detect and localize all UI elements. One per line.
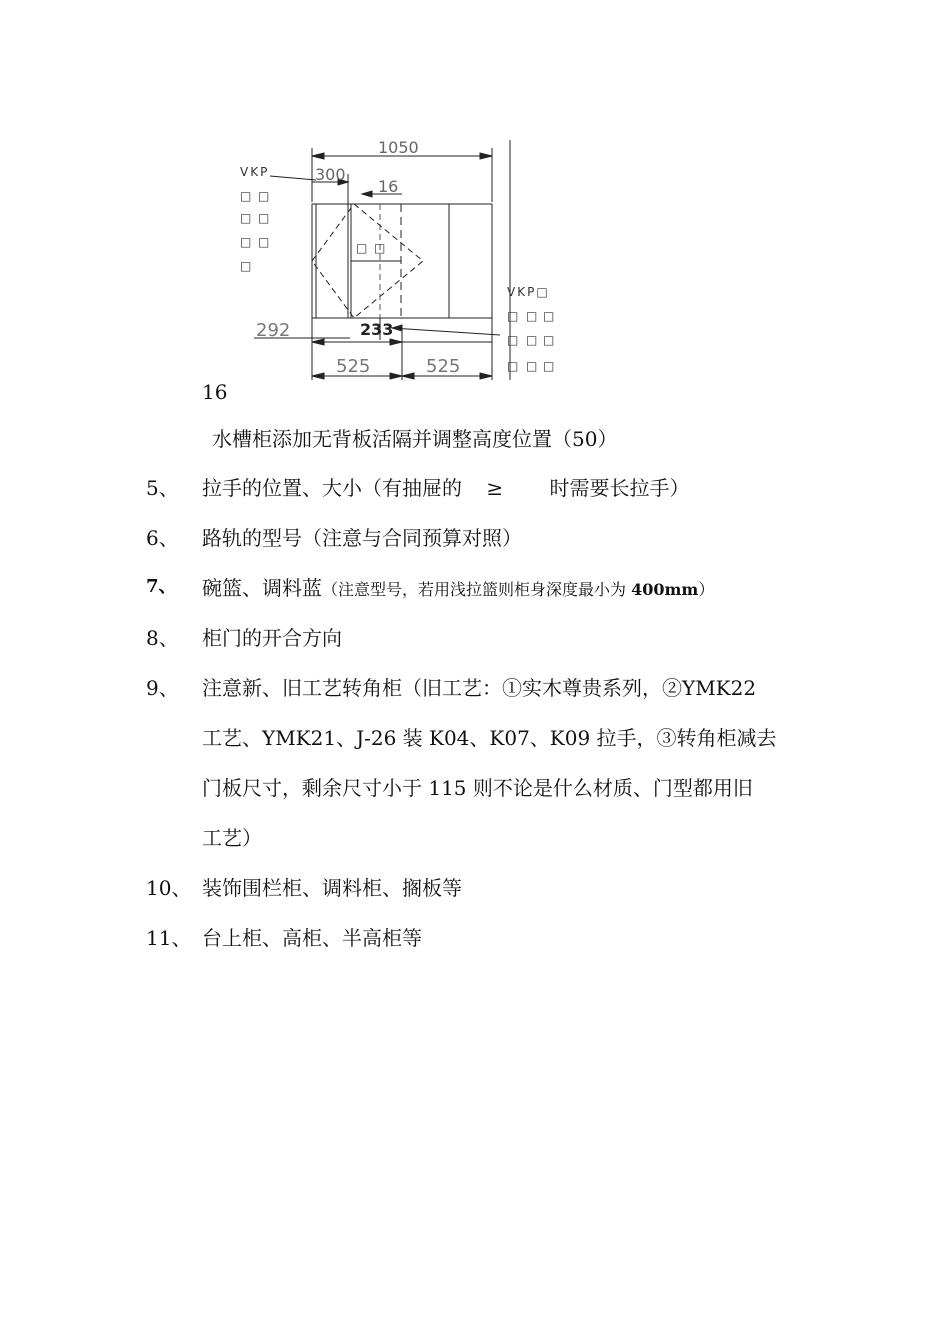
box-glyph: □ bbox=[543, 309, 555, 323]
vkp-label-left: VKP bbox=[240, 165, 270, 179]
list-item-5 bbox=[202, 472, 689, 501]
list-number-11: 11、 bbox=[146, 926, 192, 950]
list-number-9: 9、 bbox=[146, 676, 179, 700]
box-glyph: □ bbox=[258, 189, 270, 203]
list-item-8: 柜门的开合方向 bbox=[202, 626, 342, 650]
list-number-8: 8、 bbox=[146, 626, 179, 650]
box-glyph: □ bbox=[258, 235, 270, 249]
box-glyph: □ bbox=[526, 333, 538, 347]
list-item-sink-cabinet: 水槽柜添加无背板活隔并调整高度位置（50） bbox=[212, 427, 618, 451]
list-item-5-text-b: 时需要长拉手） bbox=[549, 476, 690, 500]
box-glyph: □ bbox=[240, 189, 252, 203]
box-glyph: □ bbox=[543, 359, 555, 373]
list-item-10: 装饰围栏柜、调料柜、搁板等 bbox=[202, 876, 462, 900]
list-item-7-note-b: ） bbox=[698, 580, 715, 599]
box-glyph: □ bbox=[258, 211, 270, 225]
list-number-10: 10、 bbox=[146, 876, 192, 900]
list-item-9-line-2: 工艺、YMK21、J-26 装 K04、K07、K09 拉手，③转角柜减去 bbox=[202, 726, 777, 750]
box-glyph: □ bbox=[507, 359, 519, 373]
dim-292: 292 bbox=[256, 320, 291, 341]
list-item-5-symbol: ≥ bbox=[486, 476, 504, 500]
box-glyph: □ bbox=[543, 333, 555, 347]
cabinet-drawing bbox=[230, 130, 570, 390]
list-item-7-note-bold: 400mm bbox=[631, 580, 699, 599]
dim-1050: 1050 bbox=[378, 138, 419, 157]
dim-525-left: 525 bbox=[336, 356, 371, 377]
box-glyph: □ bbox=[240, 211, 252, 225]
box-glyph: □ bbox=[356, 241, 368, 255]
box-glyph: □ bbox=[526, 309, 538, 323]
vkp-label-right: VKP□ bbox=[507, 285, 550, 299]
list-number-6: 6、 bbox=[146, 526, 179, 550]
box-glyph: □ bbox=[507, 309, 519, 323]
drawing-caption-16: 16 bbox=[202, 380, 228, 404]
box-glyph: □ bbox=[526, 359, 538, 373]
list-number-7: 7、 bbox=[146, 576, 177, 597]
dim-525-right: 525 bbox=[426, 356, 461, 377]
dim-300: 300 bbox=[315, 165, 346, 184]
box-glyph: □ bbox=[240, 235, 252, 249]
list-item-11: 台上柜、高柜、半高柜等 bbox=[202, 926, 422, 950]
list-item-7 bbox=[202, 572, 714, 601]
box-glyph: □ bbox=[374, 241, 386, 255]
list-number-5: 5、 bbox=[146, 476, 179, 500]
dim-233: 233 bbox=[360, 320, 394, 339]
list-item-7-text: 碗篮、调料蓝 bbox=[202, 576, 322, 600]
dim-16: 16 bbox=[378, 177, 399, 196]
list-item-6: 路轨的型号（注意与合同预算对照） bbox=[202, 526, 522, 550]
list-item-7-note-a: （注意型号，若用浅拉篮则柜身深度最小为 bbox=[322, 580, 632, 599]
list-item-9-line-4: 工艺） bbox=[202, 826, 262, 850]
box-glyph: □ bbox=[240, 259, 252, 273]
list-item-9-line-3: 门板尺寸，剩余尺寸小于 115 则不论是什么材质、门型都用旧 bbox=[202, 776, 753, 800]
box-glyph: □ bbox=[507, 333, 519, 347]
list-item-5-text-a: 拉手的位置、大小（有抽屉的 bbox=[202, 476, 462, 500]
list-item-9-line-1: 注意新、旧工艺转角柜（旧工艺：①实木尊贵系列，②YMK22 bbox=[202, 676, 757, 700]
